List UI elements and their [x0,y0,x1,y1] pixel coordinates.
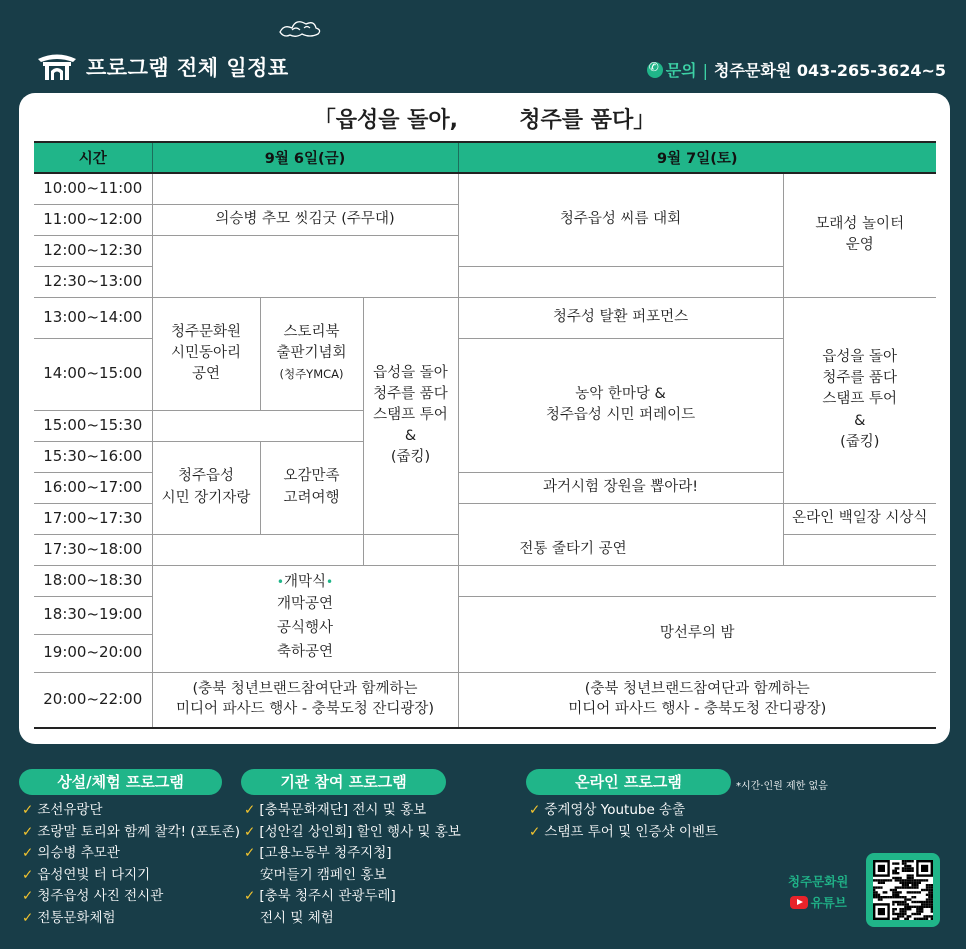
list-item: ✓ 읍성연빛 터 다지기 [22,866,151,883]
contact-label: 문의 [665,61,697,80]
gate-logo-icon [36,52,78,82]
category-standing: 상설/체험 프로그램 [19,769,222,795]
check-icon: ✓ [244,845,256,862]
table-header-row [34,142,936,173]
event-mediafacade-fri: (충북 청년브랜드참여단과 함께하는 미디어 파사드 행사 - 충북도청 잔디광장) [152,672,458,728]
event-stamp-sat: 읍성을 돌아 청주를 품다 스탬프 투어 & (줍킹) [783,297,936,503]
phone-icon [647,62,663,78]
institution-list [244,800,461,930]
event-gut: 의승병 추모 씻김굿 (주무대) [152,204,458,235]
storybook-sub: (청주YMCA) [279,367,344,381]
event-baekiljang: 온라인 백일장 시상식 [783,503,936,534]
table-row [34,534,936,565]
event-mediafacade-sat: (충북 청년브랜드참여단과 함께하는 미디어 파사드 행사 - 충북도청 잔디광장) [458,672,936,728]
check-icon: ✓ [244,888,256,905]
list-item: ✓ [고용노동부 청주지청] [244,845,392,862]
youtube-org: 청주문화원 [788,874,849,889]
empty-cell [152,235,458,297]
check-icon: ✓ [22,866,34,883]
qr-code-icon [873,860,933,920]
list-item: ✓ 의승병 추모관 [22,845,120,862]
time-cell: 15:00~15:30 [34,410,152,441]
empty-cell [152,173,458,204]
time-cell: 12:00~12:30 [34,235,152,266]
table-row [34,173,936,204]
event-opening [152,565,458,672]
list-item: ✓ 전통문화체험 [22,909,116,926]
check-icon: ✓ [22,823,34,840]
time-cell: 18:30~19:00 [34,596,152,634]
page-title: 프로그램 전체 일정표 [86,56,289,80]
event-stamp-fri: 읍성을 돌아 청주를 품다 스탬프 투어 & (줍킹) [363,297,458,534]
check-icon: ✓ [22,909,34,926]
empty-cell [152,534,363,565]
empty-cell [152,410,363,441]
list-item: ✓ [성안길 상인회] 할인 행사 및 홍보 [244,823,461,840]
event-tightrope: 전통 줄타기 공연 [363,534,783,565]
header-fri: 9월 6일(금) [152,142,458,173]
time-cell: 11:00~12:00 [34,204,152,235]
table-row [34,297,936,338]
table-row [34,565,936,596]
check-icon: ✓ [244,802,256,818]
empty-cell [458,565,936,596]
check-icon: ✓ [22,888,34,905]
youtube-icon [790,896,808,909]
standing-list [22,800,240,930]
bullet-dot-icon: • [276,575,284,590]
list-item: ✓ 조선유랑단 [22,802,103,818]
online-note: *시간·인원 제한 없음 [736,781,828,792]
time-cell: 17:30~18:00 [34,534,152,565]
list-item: 전시 및 체험 [260,909,334,926]
time-cell: 10:00~11:00 [34,173,152,204]
schedule-card [19,93,950,744]
list-item: ✓ 조랑말 토리와 함께 찰칵! (포토존) [22,823,240,840]
youtube-link[interactable] [788,872,848,911]
event-ssireum: 청주읍성 씨름 대회 [458,173,783,266]
event-mangseon: 망선루의 밤 [458,596,936,672]
youtube-label: 유튜브 [810,895,847,910]
schedule-table [34,141,936,729]
empty-cell [458,266,783,297]
header [36,50,946,86]
qr-code[interactable] [866,853,940,927]
contact-phone: 청주문화원 043-265-3624~5 [714,61,946,80]
contact-info [647,58,946,81]
schedule-title: 「읍성을 돌아, 청주를 품다」 [313,108,656,133]
event-playground: 모래성 놀이터 운영 [783,173,936,297]
list-item: ✓ 중계영상 Youtube 송출 [529,802,686,818]
check-icon: ✓ [22,845,34,862]
time-cell: 20:00~22:00 [34,672,152,728]
event-club: 청주문화원 시민동아리 공연 [152,297,260,410]
event-talent: 청주읍성 시민 장기자랑 [152,441,260,534]
time-cell: 12:30~13:00 [34,266,152,297]
list-item: ✓ [충북 청주시 관광두레] [244,888,396,905]
header-sat: 9월 7일(토) [458,142,936,173]
table-row [34,672,936,728]
header-time: 시간 [34,142,152,173]
cloud-ornament-icon [276,16,322,40]
opening-details: 개막공연 공식행사 축하공연 [276,596,334,660]
time-cell: 18:00~18:30 [34,565,152,596]
time-cell: 19:00~20:00 [34,634,152,672]
category-institution: 기관 참여 프로그램 [241,769,446,795]
time-cell: 17:00~17:30 [34,503,152,534]
event-goryeo: 오감만족 고려여행 [260,441,363,534]
list-item: ✓ [충북문화재단] 전시 및 홍보 [244,802,427,818]
list-item: 安머들기 캠페인 홍보 [260,866,387,883]
time-cell: 14:00~15:00 [34,338,152,410]
time-cell: 13:00~14:00 [34,297,152,338]
event-nongak: 농악 한마당 & 청주읍성 시민 퍼레이드 [458,338,783,472]
category-online: 온라인 프로그램 [526,769,731,795]
time-cell: 15:30~16:00 [34,441,152,472]
opening-title: 개막식 [283,574,327,591]
event-reclaim: 청주성 탈환 퍼포먼스 [458,297,783,338]
list-item: ✓ 스탬프 투어 및 인증샷 이벤트 [529,823,718,840]
time-cell: 16:00~17:00 [34,472,152,503]
check-icon: ✓ [529,802,541,818]
storybook-label: 스토리북 출판기념회 [276,323,347,361]
check-icon: ✓ [244,823,256,840]
online-list [529,800,718,843]
bullet-dot-icon: • [326,575,334,590]
list-item: ✓ 청주읍성 사진 전시관 [22,888,164,905]
event-exam: 과거시험 장원을 뽑아라! [458,472,783,503]
check-icon: ✓ [529,823,541,840]
event-storybook [260,297,363,410]
check-icon: ✓ [22,802,34,818]
contact-separator: | [702,61,708,80]
